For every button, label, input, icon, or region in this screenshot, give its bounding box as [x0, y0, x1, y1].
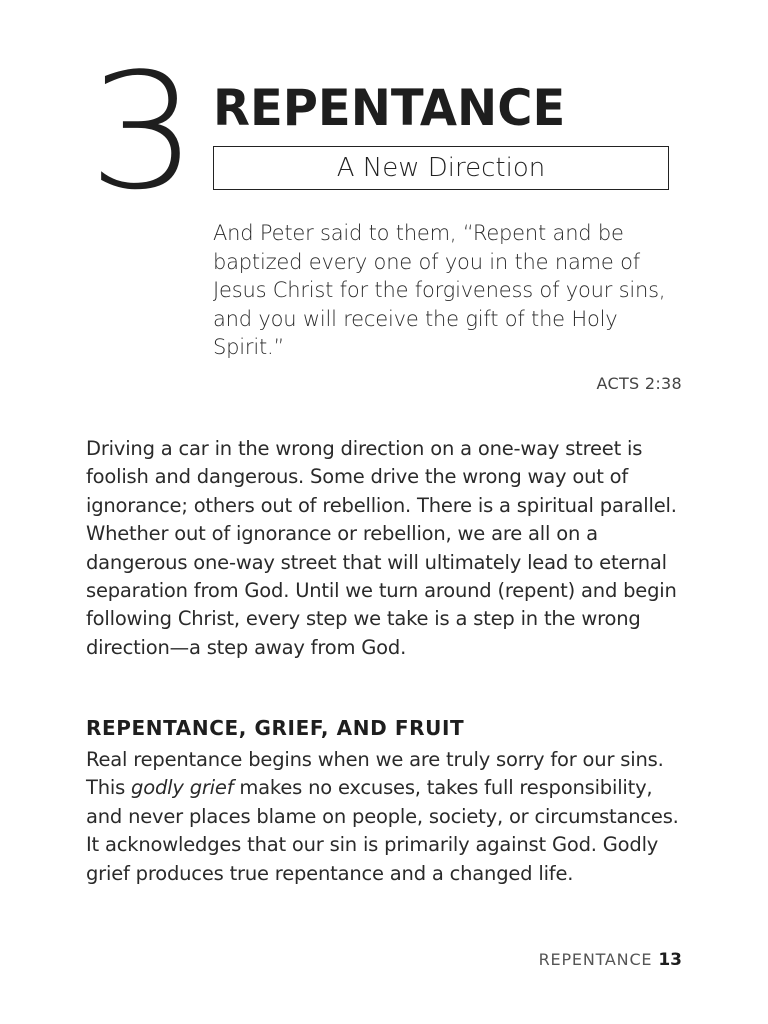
section-emphasis: godly grief: [131, 776, 234, 800]
section-paragraph: [86, 746, 686, 888]
epigraph-reference: ACTS 2:38: [596, 374, 682, 393]
section-text-before: Real repentance begins when we are truly sorry for our sins. This: [86, 748, 664, 800]
intro-paragraph: Driving a car in the wrong direction on a one-way street is foolish and dangerous. Some drive the wrong way out of ignorance; others out of rebellion. There is a spiritual parallel. Whether out of ignorance or rebellion, we are all on a dangerous one-way street that will ultimately lead to eternal separation from God. Until we turn around (repent) and begin following Christ, every step we take is a step in the wrong direction—a step away from God.: [86, 437, 677, 659]
chapter-subtitle: A New Direction: [213, 146, 669, 190]
section-text-after: makes no excuses, takes full responsibility, and never places blame on people, society, or circumstances. It acknowledges that our sin is primarily against God. Godly grief produces true repentance and a changed life.: [86, 776, 679, 885]
running-head: REPENTANCE: [538, 950, 653, 969]
chapter-number: 3: [88, 38, 194, 225]
page-footer: [539, 950, 682, 970]
section-heading: REPENTANCE, GRIEF, AND FRUIT: [86, 716, 465, 740]
chapter-title: REPENTANCE: [213, 79, 566, 137]
page-number: 13: [658, 950, 682, 970]
epigraph-quote: And Peter said to them, “Repent and be baptized every one of you in the name of Jesus Christ for the forgiveness of your sins, and you will receive the gift of the Holy Spirit.”: [213, 221, 666, 360]
